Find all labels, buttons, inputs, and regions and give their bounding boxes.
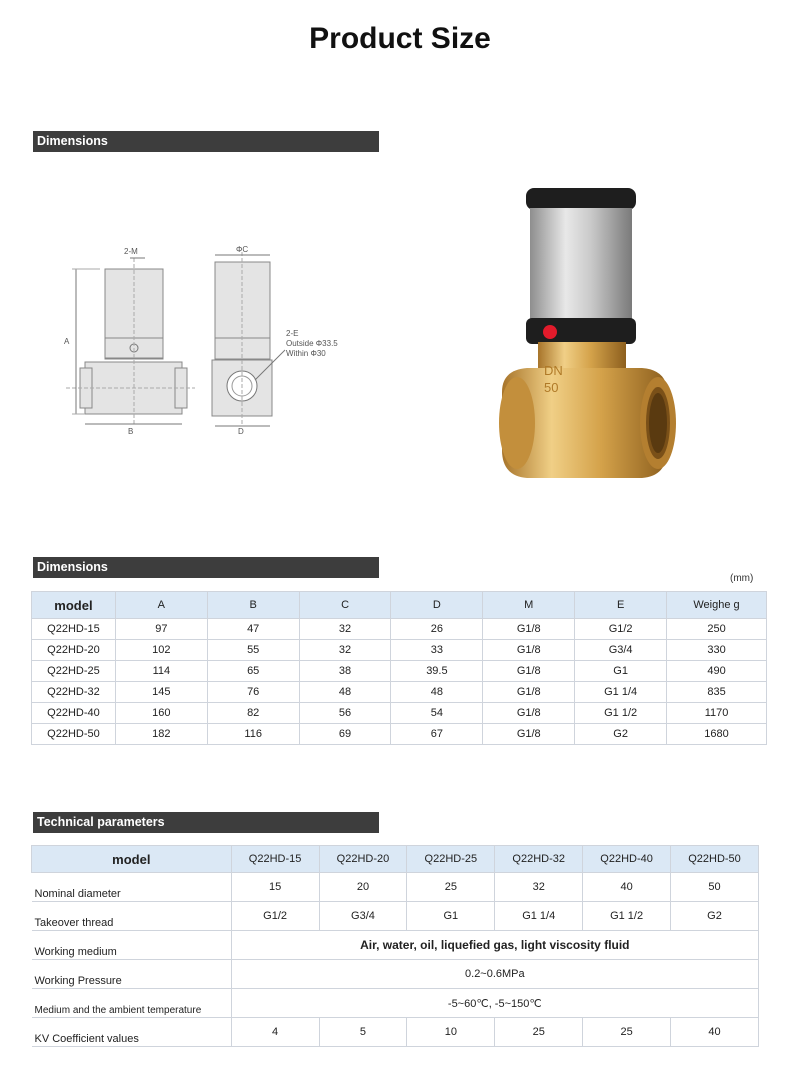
table-cell: G3/4	[575, 640, 667, 661]
table-cell: 39.5	[391, 661, 483, 682]
page-title: Product Size	[309, 22, 491, 55]
table-cell: G2	[575, 724, 667, 745]
cylinder-body-shape	[530, 208, 632, 320]
table-cell: 40	[583, 873, 671, 902]
table-cell: 82	[207, 703, 299, 724]
unit-label: (mm)	[730, 573, 754, 584]
table-cell: 40	[671, 1018, 759, 1047]
technical-table	[31, 845, 759, 1047]
row-label: Takeover thread	[32, 902, 232, 931]
tech-header-25: Q22HD-25	[407, 846, 495, 873]
table-cell: -5~60℃, -5~150℃	[231, 989, 758, 1018]
table-cell: G1/8	[483, 703, 575, 724]
dim-header-weight: Weighe g	[667, 592, 767, 619]
row-label: Nominal diameter	[32, 873, 232, 902]
table-cell: 25	[583, 1018, 671, 1047]
technical-drawing	[60, 240, 390, 435]
table-cell: G1/2	[575, 619, 667, 640]
table-cell: 97	[115, 619, 207, 640]
tech-row-working-medium	[32, 931, 759, 960]
table-cell: 38	[299, 661, 391, 682]
tech-header-model: model	[32, 846, 232, 873]
table-cell: G1 1/4	[575, 682, 667, 703]
row-label: Working Pressure	[32, 960, 232, 989]
table-cell: G1/8	[483, 640, 575, 661]
section-header-dimensions: Dimensions	[33, 557, 379, 578]
table-row	[32, 619, 767, 640]
table-cell: G1/8	[483, 682, 575, 703]
table-cell: G3/4	[319, 902, 407, 931]
model-cell: Q22HD-50	[32, 724, 116, 745]
table-cell: 20	[319, 873, 407, 902]
table-cell: G1/2	[231, 902, 319, 931]
cylinder-cap-shape	[526, 188, 636, 210]
table-cell: G1 1/4	[495, 902, 583, 931]
table-cell: 15	[231, 873, 319, 902]
dimensions-table	[31, 591, 767, 745]
tech-header-20: Q22HD-20	[319, 846, 407, 873]
table-cell: 48	[299, 682, 391, 703]
table-cell: 160	[115, 703, 207, 724]
label-d: D	[238, 427, 244, 435]
label-b: B	[128, 427, 134, 435]
table-row	[32, 640, 767, 661]
tech-header-40: Q22HD-40	[583, 846, 671, 873]
table-row	[32, 703, 767, 724]
table-cell: G1 1/2	[583, 902, 671, 931]
tech-header-50: Q22HD-50	[671, 846, 759, 873]
table-cell: G1 1/2	[575, 703, 667, 724]
section-header-technical: Technical parameters	[33, 812, 379, 833]
table-cell: G1/8	[483, 724, 575, 745]
table-cell: 182	[115, 724, 207, 745]
size-marking: 50	[544, 380, 559, 395]
table-cell: G1/8	[483, 661, 575, 682]
table-cell: 56	[299, 703, 391, 724]
table-cell: 5	[319, 1018, 407, 1047]
table-cell: 250	[667, 619, 767, 640]
table-cell: 0.2~0.6MPa	[231, 960, 758, 989]
tech-header-row	[32, 846, 759, 873]
label-e: 2-E	[286, 329, 299, 338]
table-cell: 69	[299, 724, 391, 745]
label-m: 2-M	[124, 247, 138, 256]
table-cell: 25	[495, 1018, 583, 1047]
label-phi-c: ΦC	[236, 245, 249, 254]
label-outside: Outside Φ33.5	[286, 339, 338, 348]
table-cell: 102	[115, 640, 207, 661]
tech-row-nominal-diameter	[32, 873, 759, 902]
table-cell: 835	[667, 682, 767, 703]
model-cell: Q22HD-40	[32, 703, 116, 724]
tech-row-takeover-thread	[32, 902, 759, 931]
table-cell: G1	[575, 661, 667, 682]
table-cell: 26	[391, 619, 483, 640]
table-cell: 32	[299, 619, 391, 640]
tech-header-15: Q22HD-15	[231, 846, 319, 873]
dim-header-c: C	[299, 592, 391, 619]
product-photo	[482, 180, 692, 500]
table-cell: 4	[231, 1018, 319, 1047]
row-label: Medium and the ambient temperature	[32, 989, 232, 1018]
row-label: Working medium	[32, 931, 232, 960]
dimensions-header-row	[32, 592, 767, 619]
row-label: KV Coefficient values	[32, 1018, 232, 1047]
table-row	[32, 661, 767, 682]
table-cell: 25	[407, 873, 495, 902]
air-port-shape	[543, 325, 557, 339]
table-cell: 50	[671, 873, 759, 902]
table-cell: 76	[207, 682, 299, 703]
tech-row-temperature	[32, 989, 759, 1018]
table-cell: 48	[391, 682, 483, 703]
table-cell: 330	[667, 640, 767, 661]
table-cell: G1/8	[483, 619, 575, 640]
model-cell: Q22HD-25	[32, 661, 116, 682]
table-cell: 47	[207, 619, 299, 640]
table-cell: 32	[495, 873, 583, 902]
dim-header-m: M	[483, 592, 575, 619]
table-cell: 145	[115, 682, 207, 703]
table-cell: 32	[299, 640, 391, 661]
table-row	[32, 682, 767, 703]
table-cell: 33	[391, 640, 483, 661]
tech-row-working-pressure	[32, 960, 759, 989]
dim-header-a: A	[115, 592, 207, 619]
cylinder-base-shape	[526, 318, 636, 344]
dim-header-model: model	[32, 592, 116, 619]
table-cell: 114	[115, 661, 207, 682]
table-cell: 1170	[667, 703, 767, 724]
label-within: Within Φ30	[286, 349, 326, 358]
table-cell: 10	[407, 1018, 495, 1047]
model-cell: Q22HD-15	[32, 619, 116, 640]
dim-header-d: D	[391, 592, 483, 619]
label-a: A	[64, 337, 70, 346]
tech-header-32: Q22HD-32	[495, 846, 583, 873]
model-cell: Q22HD-20	[32, 640, 116, 661]
table-cell: 55	[207, 640, 299, 661]
dn-marking: DN	[544, 363, 563, 378]
model-cell: Q22HD-32	[32, 682, 116, 703]
table-cell: 116	[207, 724, 299, 745]
table-row	[32, 724, 767, 745]
table-cell: 490	[667, 661, 767, 682]
table-cell: Air, water, oil, liquefied gas, light viscosity fluid	[231, 931, 758, 960]
section-header-drawing: Dimensions	[33, 131, 379, 152]
table-cell: 65	[207, 661, 299, 682]
table-cell: 1680	[667, 724, 767, 745]
table-cell: 67	[391, 724, 483, 745]
table-cell: G2	[671, 902, 759, 931]
dim-header-b: B	[207, 592, 299, 619]
table-cell: 54	[391, 703, 483, 724]
tech-row-kv	[32, 1018, 759, 1047]
table-cell: G1	[407, 902, 495, 931]
dim-header-e: E	[575, 592, 667, 619]
